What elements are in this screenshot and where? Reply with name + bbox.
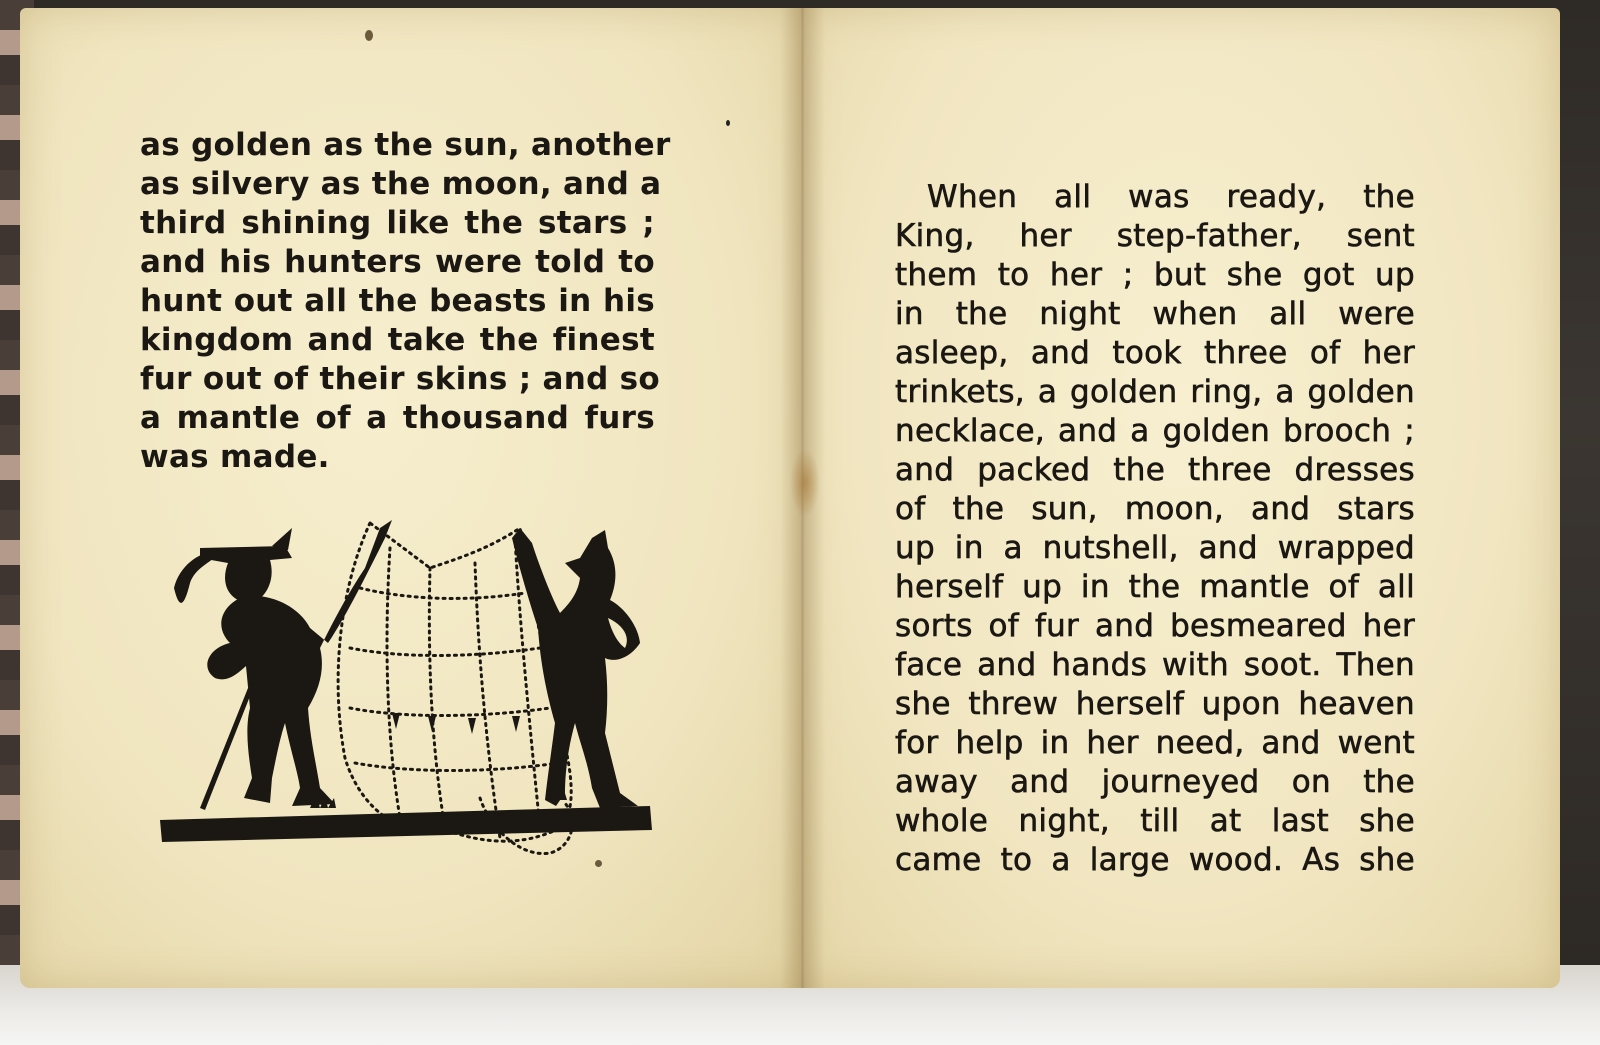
text-line: whole night, till at last she — [895, 803, 1415, 839]
text-line: in the night when all were — [895, 296, 1415, 332]
text-line: kingdom and take the finest — [140, 322, 655, 358]
text-line: up in a nutshell, and wrapped — [895, 530, 1415, 566]
right-page-text — [895, 178, 1415, 880]
text-line: necklace, and a golden brooch ; — [895, 413, 1415, 449]
silhouette-illustration — [160, 508, 670, 873]
text-line: sorts of fur and besmeared her — [895, 608, 1415, 644]
text-line: as golden as the sun, another — [140, 127, 671, 163]
text-line: them to her ; but she got up — [895, 257, 1415, 293]
text-line: asleep, and took three of her — [895, 335, 1415, 371]
text-line: of the sun, moon, and stars — [895, 491, 1415, 527]
text-line: for help in her need, and went — [895, 725, 1415, 761]
text-line: was made. — [140, 439, 330, 475]
text-line: hunt out all the beasts in his — [140, 283, 655, 319]
text-line: away and journeyed on the — [895, 764, 1415, 800]
text-line: came to a large wood. As she — [895, 842, 1415, 878]
paper-speck — [726, 120, 730, 126]
text-line: fur out of their skins ; and so — [140, 361, 661, 397]
text-line: a mantle of a thousand furs — [140, 400, 655, 436]
text-line: and his hunters were told to — [140, 244, 655, 280]
paper-stain — [790, 448, 820, 518]
text-line: as silvery as the moon, and a — [140, 166, 662, 202]
text-line: third shining like the stars ; — [140, 205, 655, 241]
text-line: herself up in the mantle of all — [895, 569, 1415, 605]
text-line: King, her step-father, sent — [895, 218, 1415, 254]
text-line: face and hands with soot. Then — [895, 647, 1415, 683]
text-line: and packed the three dresses — [895, 452, 1415, 488]
open-book — [20, 8, 1565, 993]
left-page-text — [140, 126, 671, 477]
paper-speck — [365, 30, 373, 41]
text-line: When all was ready, the — [927, 179, 1415, 215]
text-line: she threw herself upon heaven — [895, 686, 1415, 722]
text-line: trinkets, a golden ring, a golden — [895, 374, 1415, 410]
